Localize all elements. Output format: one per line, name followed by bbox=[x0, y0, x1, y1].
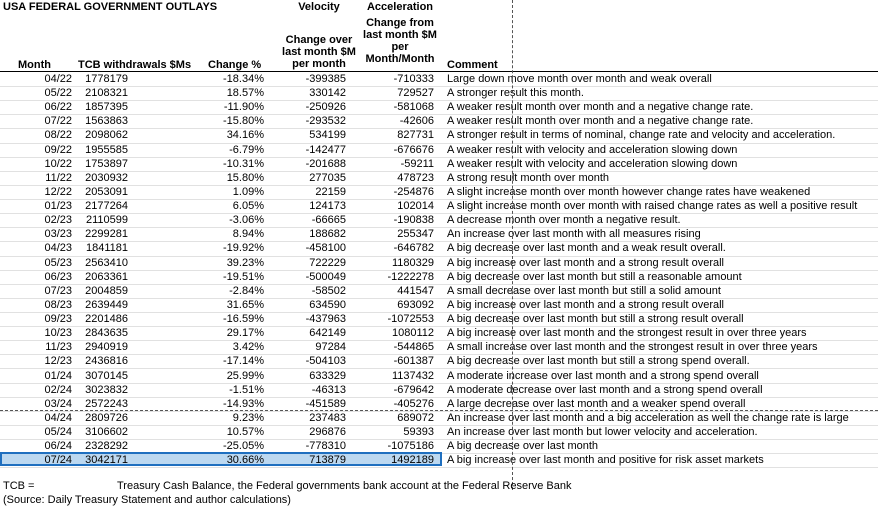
table-row[interactable] bbox=[0, 100, 878, 115]
cell-tcb[interactable]: 2572243 bbox=[85, 397, 128, 410]
table-row[interactable] bbox=[0, 411, 878, 426]
cell-velocity[interactable]: -250926 bbox=[305, 101, 346, 114]
table-row[interactable] bbox=[0, 383, 878, 398]
cell-month[interactable]: 07/24 bbox=[44, 454, 72, 467]
cell-acceleration[interactable]: -254876 bbox=[393, 185, 434, 198]
cell-month[interactable]: 04/24 bbox=[44, 411, 72, 424]
cell-comment[interactable]: A big decrease over last month but still a strong spend overall. bbox=[447, 355, 750, 368]
cell-change[interactable]: 15.80% bbox=[226, 171, 264, 184]
cell-comment[interactable]: A strong result month over month bbox=[447, 171, 610, 184]
velocity-header-line3: per month bbox=[292, 58, 346, 70]
cell-acceleration[interactable]: -676676 bbox=[393, 143, 434, 156]
cell-month[interactable]: 11/22 bbox=[45, 171, 72, 184]
cell-change[interactable]: -14.93% bbox=[223, 397, 264, 410]
cell-change[interactable]: 30.66% bbox=[226, 454, 264, 467]
cell-comment[interactable]: A large decrease over last month and a weaker spend overall bbox=[447, 397, 746, 410]
cell-acceleration[interactable]: 102014 bbox=[397, 200, 434, 213]
table-row[interactable] bbox=[0, 185, 878, 200]
table-row[interactable] bbox=[0, 86, 878, 101]
cell-acceleration[interactable]: -42606 bbox=[399, 115, 434, 128]
cell-month[interactable]: 12/22 bbox=[44, 185, 72, 198]
cell-acceleration[interactable]: 729527 bbox=[397, 87, 434, 100]
cell-change[interactable]: 25.99% bbox=[226, 369, 264, 382]
cell-acceleration[interactable]: 1080112 bbox=[391, 327, 434, 340]
cell-comment[interactable]: An increase over last month with all measures rising bbox=[447, 228, 701, 241]
cell-change[interactable]: 39.23% bbox=[226, 256, 264, 269]
cell-comment[interactable]: A weaker result month over month and a negative change rate. bbox=[447, 101, 754, 114]
comment-header: Comment bbox=[447, 59, 498, 71]
cell-tcb[interactable]: 3042171 bbox=[85, 454, 128, 467]
cell-velocity[interactable]: -399385 bbox=[305, 73, 346, 85]
cell-tcb[interactable]: 2809726 bbox=[85, 411, 128, 424]
table-row[interactable] bbox=[0, 284, 878, 299]
cell-velocity[interactable]: -66665 bbox=[311, 214, 346, 227]
cell-month[interactable]: 09/22 bbox=[44, 143, 72, 156]
cell-change[interactable]: 34.16% bbox=[226, 129, 264, 142]
cell-tcb[interactable]: 1841181 bbox=[85, 242, 128, 255]
table-row[interactable] bbox=[0, 326, 878, 341]
cell-month[interactable]: 04/23 bbox=[44, 242, 72, 255]
cell-month[interactable]: 03/24 bbox=[44, 397, 72, 410]
cell-tcb[interactable]: 2201486 bbox=[85, 313, 128, 326]
cell-change[interactable]: 6.05% bbox=[232, 200, 264, 213]
cell-month[interactable]: 01/24 bbox=[44, 369, 72, 382]
cell-comment[interactable]: A big increase over last month and a strong result overall bbox=[447, 298, 724, 311]
cell-acceleration[interactable]: -1222278 bbox=[387, 270, 434, 283]
cell-acceleration[interactable]: 689072 bbox=[397, 411, 434, 424]
cell-change[interactable]: 8.94% bbox=[232, 228, 264, 241]
cell-comment[interactable]: An increase over last month and a big acceleration as well the change rate is large bbox=[447, 411, 849, 424]
cell-change[interactable]: -19.92% bbox=[223, 242, 264, 255]
cell-change[interactable]: -1.51% bbox=[229, 383, 264, 396]
velocity-header bbox=[276, 34, 362, 70]
page-break-horizontal bbox=[0, 410, 878, 411]
cell-acceleration[interactable]: -405276 bbox=[393, 397, 434, 410]
cell-tcb[interactable]: 2063361 bbox=[85, 270, 128, 283]
cell-acceleration[interactable]: -646782 bbox=[393, 242, 434, 255]
cell-velocity[interactable]: -201688 bbox=[305, 157, 346, 170]
cell-acceleration[interactable]: 1137432 bbox=[391, 369, 434, 382]
cell-velocity[interactable]: 296876 bbox=[309, 426, 346, 438]
cell-month[interactable]: 08/23 bbox=[44, 298, 72, 311]
table-row[interactable] bbox=[0, 298, 878, 313]
cell-comment[interactable]: A small decrease over last month but still a solid amount bbox=[447, 284, 721, 297]
cell-tcb[interactable]: 2940919 bbox=[85, 341, 128, 354]
cell-change[interactable]: -15.80% bbox=[223, 115, 264, 128]
cell-acceleration[interactable]: -710333 bbox=[393, 73, 434, 85]
table-row[interactable] bbox=[0, 354, 878, 369]
velocity-header-line1: Change over bbox=[285, 34, 353, 46]
cell-month[interactable]: 11/23 bbox=[45, 341, 72, 354]
cell-month[interactable]: 09/23 bbox=[44, 313, 72, 326]
cell-velocity[interactable]: 124173 bbox=[309, 200, 346, 213]
table-row[interactable] bbox=[0, 72, 878, 87]
cell-comment[interactable]: A big decrease over last month but still a strong result overall bbox=[447, 313, 744, 326]
cell-change[interactable]: -16.59% bbox=[223, 313, 264, 326]
sheet-title: USA FEDERAL GOVERNMENT OUTLAYS bbox=[3, 1, 218, 13]
cell-change[interactable]: 10.57% bbox=[226, 426, 264, 438]
cell-tcb[interactable]: 1563863 bbox=[85, 115, 128, 128]
table-row[interactable] bbox=[0, 241, 878, 256]
cell-velocity[interactable]: -437963 bbox=[305, 313, 346, 326]
cell-tcb[interactable]: 2299281 bbox=[85, 228, 128, 241]
cell-velocity[interactable]: 633329 bbox=[309, 369, 346, 382]
cell-velocity[interactable]: 330142 bbox=[309, 87, 346, 100]
cell-month[interactable]: 06/23 bbox=[44, 270, 72, 283]
table-row[interactable] bbox=[0, 312, 878, 327]
cell-comment[interactable]: A weaker result month over month and a negative change rate. bbox=[447, 115, 754, 128]
cell-change[interactable]: -11.90% bbox=[223, 101, 264, 114]
cell-comment[interactable]: A stronger result in terms of nominal, change rate and velocity and acceleration. bbox=[447, 129, 836, 142]
cell-acceleration[interactable]: -1075186 bbox=[387, 440, 434, 453]
cell-acceleration[interactable]: 827731 bbox=[397, 129, 434, 142]
cell-change[interactable]: -25.05% bbox=[223, 440, 264, 453]
cell-tcb[interactable]: 3023832 bbox=[85, 383, 128, 396]
cell-acceleration[interactable]: 59393 bbox=[403, 426, 434, 438]
table-row[interactable] bbox=[0, 256, 878, 271]
page-break-vertical bbox=[512, 0, 513, 490]
cell-month[interactable]: 01/23 bbox=[44, 200, 72, 213]
cell-month[interactable]: 07/22 bbox=[44, 115, 72, 128]
cell-acceleration[interactable]: -1072553 bbox=[387, 313, 434, 326]
cell-velocity[interactable]: -451589 bbox=[305, 397, 346, 410]
footer-source: (Source: Daily Treasury Statement and author calculations) bbox=[3, 494, 291, 506]
cell-tcb[interactable]: 2563410 bbox=[85, 256, 128, 269]
cell-tcb[interactable]: 1778179 bbox=[85, 73, 128, 85]
cell-month[interactable]: 06/24 bbox=[44, 440, 72, 453]
cell-comment[interactable]: Large down move month over month and weak overall bbox=[447, 73, 712, 85]
cell-change[interactable]: 9.23% bbox=[232, 411, 264, 424]
cell-change[interactable]: -3.06% bbox=[229, 214, 264, 227]
cell-comment[interactable]: A big increase over last month and positive for risk asset markets bbox=[447, 454, 764, 467]
cell-change[interactable]: 29.17% bbox=[226, 327, 264, 340]
cell-tcb[interactable]: 2177264 bbox=[85, 200, 128, 213]
cell-month[interactable]: 03/23 bbox=[44, 228, 72, 241]
table-row[interactable] bbox=[0, 270, 878, 285]
acceleration-header-top: Acceleration bbox=[366, 1, 434, 13]
cell-change[interactable]: 1.09% bbox=[232, 185, 264, 198]
table-row[interactable] bbox=[0, 340, 878, 355]
table-row[interactable] bbox=[0, 227, 878, 242]
cell-tcb[interactable]: 2328292 bbox=[85, 440, 128, 453]
cell-comment[interactable]: An increase over last month but lower velocity and acceleration. bbox=[447, 426, 758, 438]
cell-comment[interactable]: A big increase over last month and the strongest result in over three years bbox=[447, 327, 807, 340]
cell-change[interactable]: 31.65% bbox=[226, 298, 264, 311]
cell-comment[interactable]: A big increase over last month and a strong result overall bbox=[447, 256, 724, 269]
cell-month[interactable]: 10/22 bbox=[44, 157, 72, 170]
velocity-header-top: Velocity bbox=[298, 1, 340, 13]
cell-month[interactable]: 10/23 bbox=[44, 327, 72, 340]
table-row[interactable] bbox=[0, 157, 878, 172]
accel-header-line1: Change from bbox=[366, 17, 434, 29]
cell-comment[interactable]: A moderate decrease over last month and a strong spend overall bbox=[447, 383, 763, 396]
table-row[interactable] bbox=[0, 143, 878, 158]
table-row[interactable] bbox=[0, 425, 878, 440]
table-row[interactable] bbox=[0, 128, 878, 143]
cell-acceleration[interactable]: -190838 bbox=[393, 214, 434, 227]
cell-velocity[interactable]: 534199 bbox=[309, 129, 346, 142]
cell-velocity[interactable]: -778310 bbox=[305, 440, 346, 453]
cell-month[interactable]: 08/22 bbox=[44, 129, 72, 142]
cell-acceleration[interactable]: -679642 bbox=[393, 383, 434, 396]
cell-change[interactable]: -17.14% bbox=[223, 355, 264, 368]
cell-acceleration[interactable]: 478723 bbox=[397, 171, 434, 184]
cell-tcb[interactable]: 2098062 bbox=[85, 129, 128, 142]
cell-comment[interactable]: A small increase over last month and the strongest result in over three years bbox=[447, 341, 818, 354]
cell-tcb[interactable]: 2030932 bbox=[85, 171, 128, 184]
cell-acceleration[interactable]: 693092 bbox=[397, 298, 434, 311]
cell-tcb[interactable]: 3070145 bbox=[85, 369, 128, 382]
cell-velocity[interactable]: 634590 bbox=[309, 298, 346, 311]
cell-month[interactable]: 12/23 bbox=[44, 355, 72, 368]
cell-change[interactable]: -18.34% bbox=[223, 73, 264, 85]
cell-tcb[interactable]: 2436816 bbox=[85, 355, 128, 368]
cell-comment[interactable]: A moderate increase over last month and a strong spend overall bbox=[447, 369, 759, 382]
cell-tcb[interactable]: 2053091 bbox=[85, 185, 128, 198]
cell-tcb[interactable]: 1955585 bbox=[85, 143, 128, 156]
cell-velocity[interactable]: 237483 bbox=[309, 411, 346, 424]
cell-month[interactable]: 07/23 bbox=[44, 284, 72, 297]
cell-velocity[interactable]: -46313 bbox=[311, 383, 346, 396]
cell-velocity[interactable]: -293532 bbox=[305, 115, 346, 128]
velocity-header-line2: last month $M bbox=[282, 46, 356, 58]
table-row[interactable] bbox=[0, 369, 878, 384]
table-row[interactable] bbox=[0, 199, 878, 214]
cell-velocity[interactable]: 188682 bbox=[309, 228, 346, 241]
cell-tcb[interactable]: 1753897 bbox=[85, 157, 128, 170]
cell-velocity[interactable]: 277035 bbox=[309, 171, 346, 184]
cell-tcb[interactable]: 2843635 bbox=[85, 327, 128, 340]
month-header: Month bbox=[18, 59, 51, 71]
cell-tcb[interactable]: 2108321 bbox=[85, 87, 128, 100]
cell-tcb[interactable]: 2004859 bbox=[85, 284, 128, 297]
cell-comment[interactable]: A weaker result with velocity and acceleration slowing down bbox=[447, 143, 738, 156]
cell-change[interactable]: -19.51% bbox=[223, 270, 264, 283]
cell-tcb[interactable]: 2639449 bbox=[85, 298, 128, 311]
cell-month[interactable]: 05/24 bbox=[44, 426, 72, 438]
accel-header-line3: per bbox=[391, 41, 409, 53]
accel-header-line2: last month $M bbox=[363, 29, 437, 41]
cell-change[interactable]: -2.84% bbox=[229, 284, 264, 297]
cell-acceleration[interactable]: -59211 bbox=[400, 157, 434, 170]
cell-change[interactable]: 3.42% bbox=[232, 341, 264, 354]
cell-month[interactable]: 06/22 bbox=[44, 101, 72, 114]
cell-acceleration[interactable]: 1492189 bbox=[391, 454, 434, 467]
cell-velocity[interactable]: 722229 bbox=[309, 256, 346, 269]
table-row[interactable] bbox=[0, 453, 878, 468]
footer-tcb-abbr: TCB = bbox=[3, 480, 35, 492]
cell-comment[interactable]: A slight increase month over month however change rates have weakened bbox=[447, 185, 811, 198]
cell-change[interactable]: -10.31% bbox=[223, 157, 264, 170]
cell-velocity[interactable]: 22159 bbox=[315, 185, 346, 198]
cell-month[interactable]: 05/22 bbox=[44, 87, 72, 100]
table-row[interactable] bbox=[0, 114, 878, 129]
cell-comment[interactable]: A slight increase month over month with raised change rates as well a positive result bbox=[447, 200, 858, 213]
table-row[interactable] bbox=[0, 213, 878, 228]
cell-change[interactable]: -6.79% bbox=[229, 143, 264, 156]
cell-comment[interactable]: A big decrease over last month but still a reasonable amount bbox=[447, 270, 742, 283]
change-header: Change % bbox=[208, 59, 262, 71]
cell-velocity[interactable]: -58502 bbox=[311, 284, 346, 297]
cell-velocity[interactable]: 642149 bbox=[309, 327, 346, 340]
cell-acceleration[interactable]: -544865 bbox=[393, 341, 434, 354]
cell-velocity[interactable]: 713879 bbox=[309, 454, 346, 467]
cell-tcb[interactable]: 1857395 bbox=[85, 101, 128, 114]
cell-acceleration[interactable]: 441547 bbox=[397, 284, 434, 297]
cell-comment[interactable]: A decrease month over month a negative result. bbox=[447, 214, 681, 227]
cell-velocity[interactable]: -500049 bbox=[305, 270, 346, 283]
cell-acceleration[interactable]: -581068 bbox=[393, 101, 434, 114]
cell-tcb[interactable]: 3106602 bbox=[85, 426, 128, 438]
acceleration-header bbox=[360, 17, 440, 65]
cell-velocity[interactable]: -458100 bbox=[305, 242, 346, 255]
cell-month[interactable]: 05/23 bbox=[44, 256, 72, 269]
cell-velocity[interactable]: 97284 bbox=[315, 341, 346, 354]
cell-acceleration[interactable]: 1180329 bbox=[391, 256, 434, 269]
cell-change[interactable]: 18.57% bbox=[226, 87, 264, 100]
cell-acceleration[interactable]: -601387 bbox=[393, 355, 434, 368]
footer-tcb-definition: Treasury Cash Balance, the Federal governments bank account at the Federal Reserve Bank bbox=[117, 480, 572, 492]
cell-comment[interactable]: A big decrease over last month and a weak result overall. bbox=[447, 242, 726, 255]
cell-month[interactable]: 04/22 bbox=[44, 73, 72, 85]
cell-tcb[interactable]: 2110599 bbox=[85, 214, 128, 227]
table-row[interactable] bbox=[0, 171, 878, 186]
cell-velocity[interactable]: -142477 bbox=[305, 143, 346, 156]
cell-month[interactable]: 02/24 bbox=[44, 383, 72, 396]
accel-header-line4: Month/Month bbox=[365, 53, 435, 65]
cell-comment[interactable]: A weaker result with velocity and acceleration slowing down bbox=[447, 157, 738, 170]
cell-comment[interactable]: A big decrease over last month bbox=[447, 440, 599, 453]
tcb-header: TCB withdrawals $Ms bbox=[78, 59, 192, 71]
cell-velocity[interactable]: -504103 bbox=[305, 355, 346, 368]
cell-acceleration[interactable]: 255347 bbox=[397, 228, 434, 241]
cell-comment[interactable]: A stronger result this month. bbox=[447, 87, 584, 100]
cell-month[interactable]: 02/23 bbox=[44, 214, 72, 227]
